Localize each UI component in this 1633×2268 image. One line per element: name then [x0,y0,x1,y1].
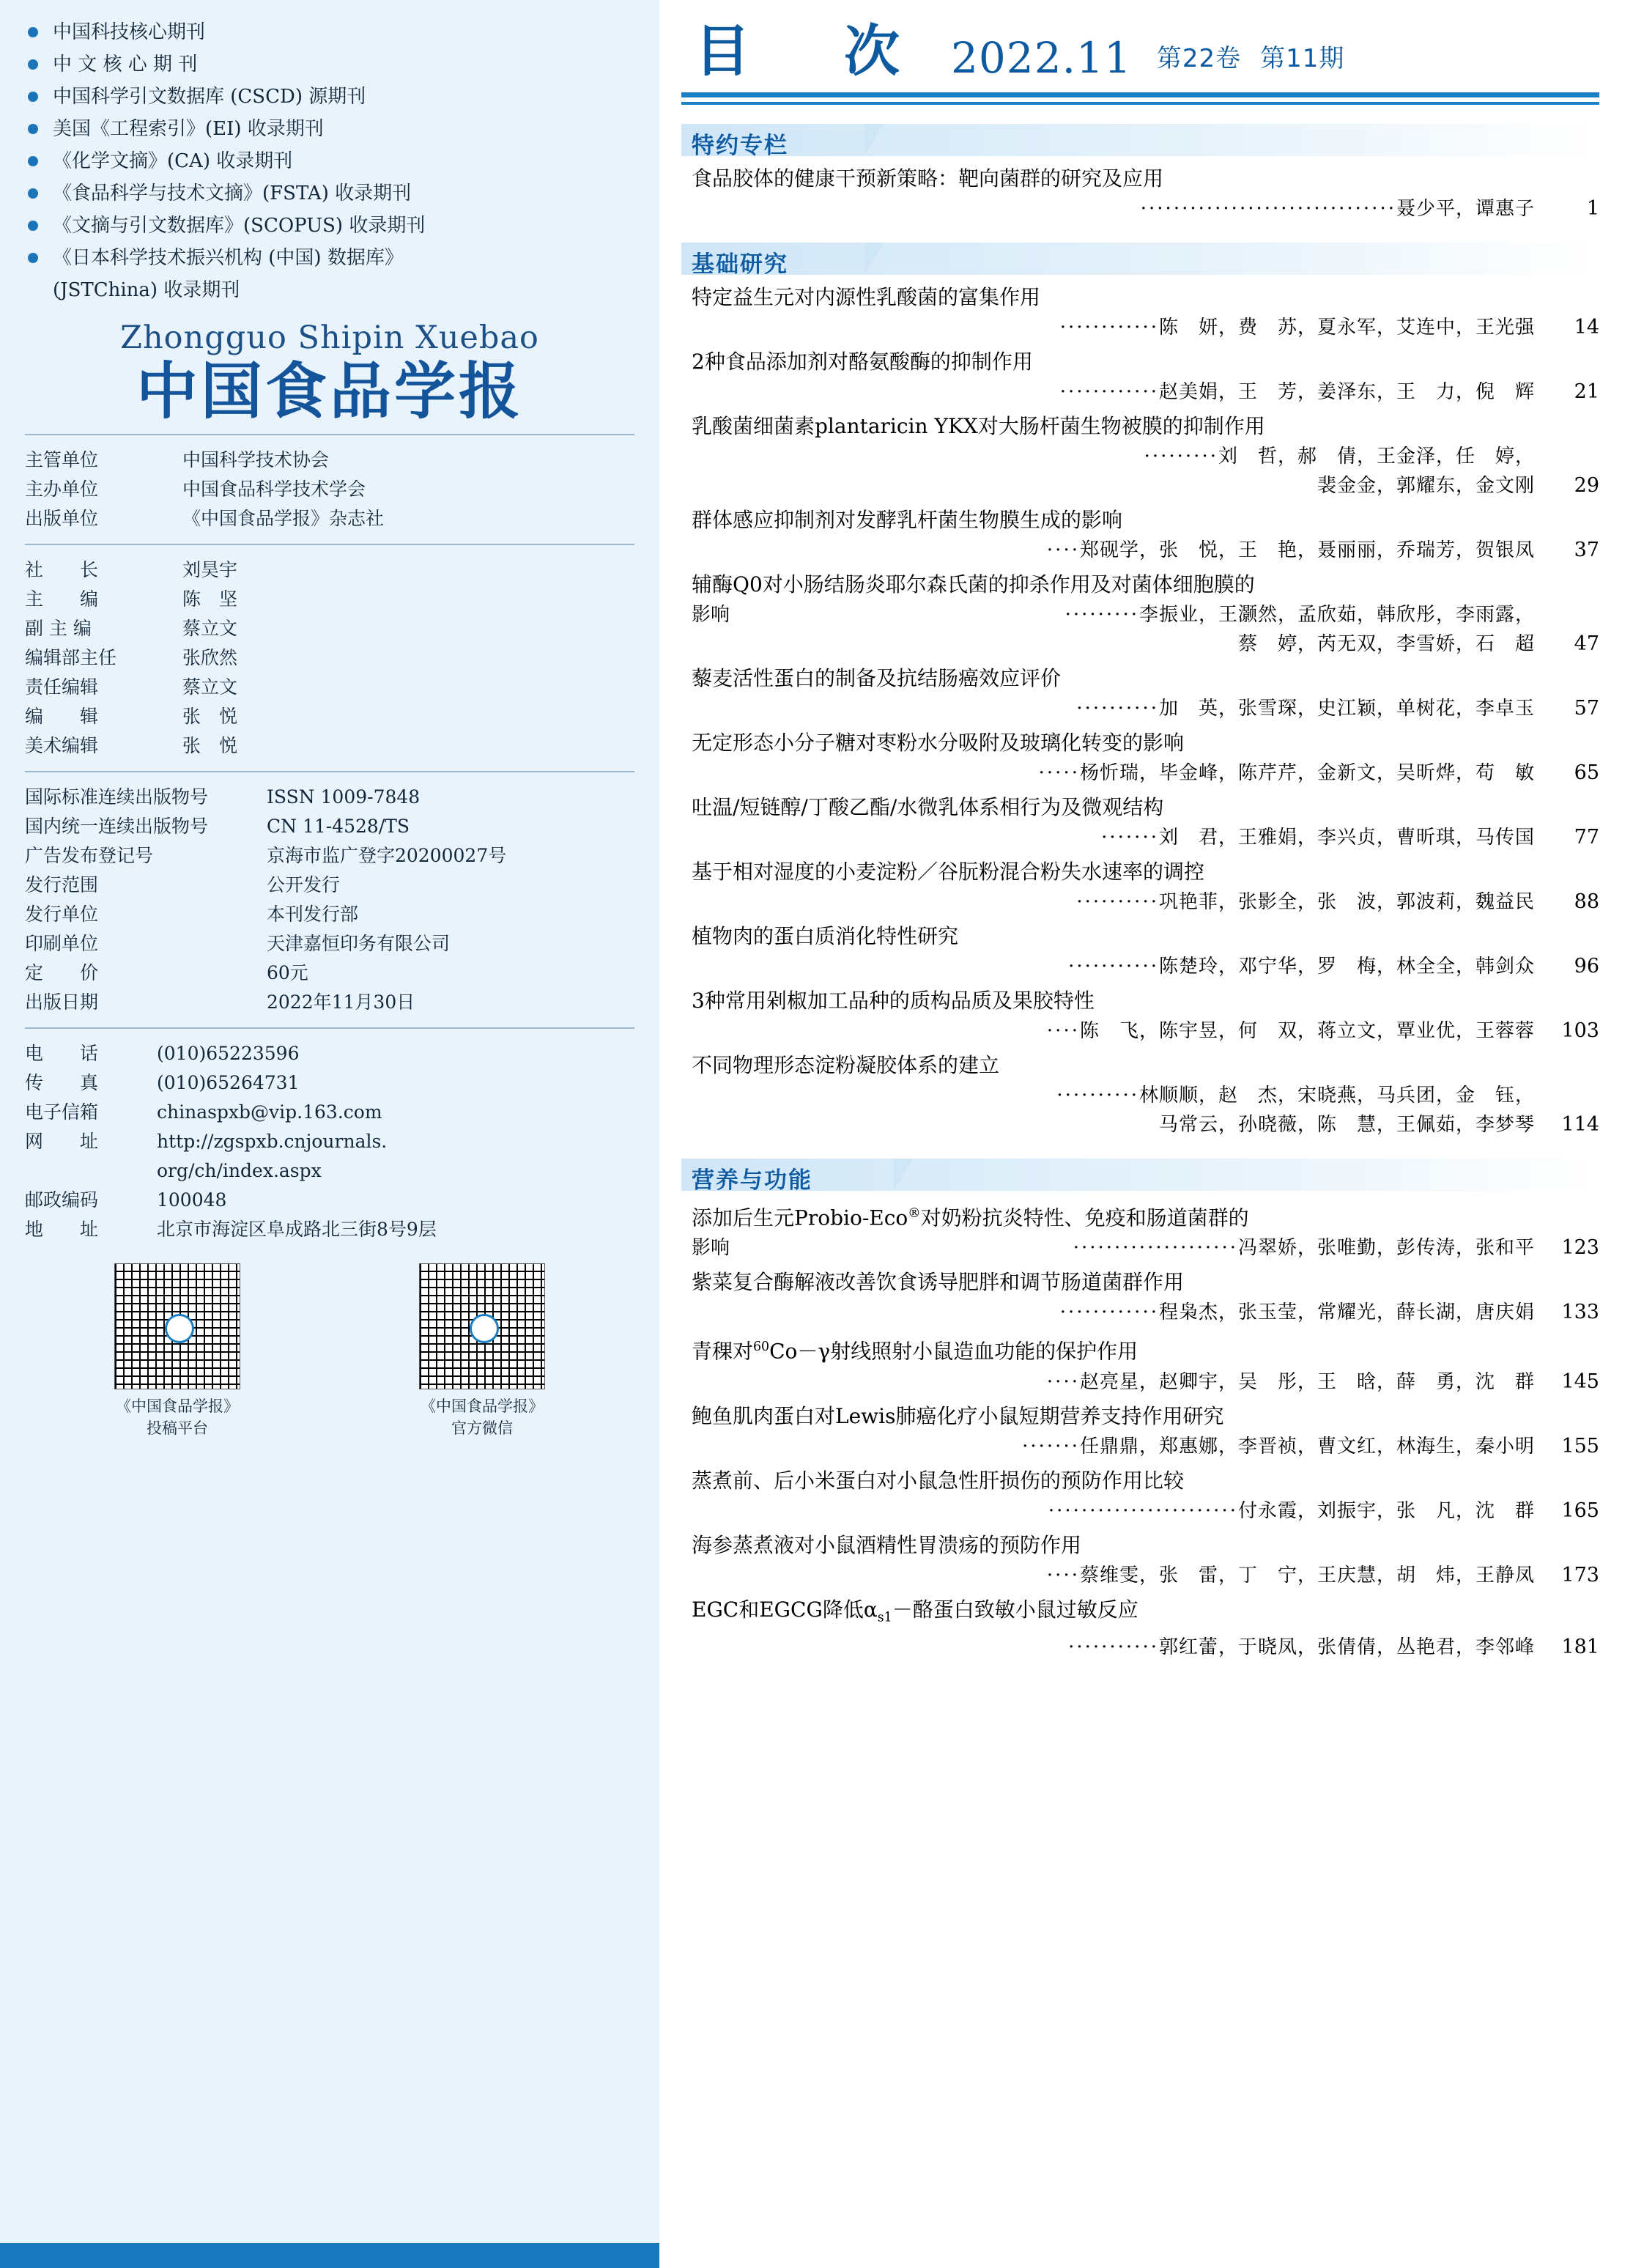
toc-entry-authors: ···········郭红蕾，于晓凤，张倩倩，丛艳君，李邻峰 [1068,1636,1535,1659]
toc-entry-title: 辅酶Q0对小肠结肠炎耶尔森氏菌的抑杀作用及对菌体细胞膜的 [692,572,1255,596]
contact-row [25,1068,634,1098]
staff-role: 副 主 编 [25,618,92,640]
contents-masthead [681,0,1599,84]
toc-entry-page: 29 [1574,474,1599,497]
issue-date: 2022.11 [951,33,1132,83]
pub-key: 发行单位 [25,904,99,926]
pub-row [25,988,634,1017]
toc-entry[interactable] [681,1530,1599,1590]
toc-entry[interactable] [681,663,1599,723]
list-item [25,177,634,210]
toc-entry-title: 鲍鱼肌肉蛋白对Lewis肺癌化疗小鼠短期营养支持作用研究 [692,1403,1224,1428]
contact-row-website [25,1127,634,1156]
toc-entry-page: 165 [1561,1499,1599,1522]
toc-entry-line [692,1016,1599,1046]
list-item [25,242,634,274]
list-item [25,145,634,177]
toc-entry-authors: ··········林顺顺，赵 杰，宋晓燕，马兵团，金 钰， [1056,1085,1535,1107]
toc-entry-title: 乳酸菌细菌素plantaricin YKX对大肠杆菌生物被膜的抑制作用 [692,414,1265,438]
subscript: s1 [877,1610,892,1625]
pub-value: 公开发行 [267,874,341,896]
section-band [681,124,1599,156]
toc-entry-authors: ·····杨忻瑞，毕金峰，陈芹芹，金新文，吴昕烨，苟 敏 [1038,762,1535,784]
staff-role: 社 长 [25,559,99,581]
divider [25,1027,634,1029]
staff-row [25,555,634,585]
toc-entry-line [692,1298,1599,1327]
bullet-icon [28,59,38,70]
toc-entry-line [692,536,1599,565]
list-item [25,16,634,48]
toc-entry-authors: ·······················付永霞，刘振宇，张 凡，沈 群 [1048,1499,1535,1522]
journal-info-panel [0,0,659,2268]
info-key: 主办单位 [25,479,99,500]
toc-entry-line [692,1633,1599,1662]
toc-entry-title: 不同物理形态淀粉凝胶体系的建立 [692,1053,1000,1077]
toc-entry-page: 133 [1561,1301,1599,1324]
title-part: 添加后生元Probio-Eco [692,1205,908,1230]
qr-caption-line2: 官方微信 [451,1419,513,1438]
toc-entry-page: 14 [1574,316,1599,339]
divider [681,102,1599,105]
list-item-continuation [25,274,634,306]
toc-entry-page: 96 [1574,955,1599,978]
title-part: 对奶粉抗炎特性、免疫和肠道菌群的 [920,1205,1249,1230]
website-value: http://zgspxb.cnjournals. [157,1131,388,1153]
toc-entry-page: 103 [1561,1019,1599,1042]
toc-entry-page: 114 [1561,1113,1599,1136]
toc-entry-line [692,952,1599,981]
indexing-label: 《化学文摘》(CA) 收录期刊 [53,150,293,172]
qr-submission [114,1263,240,1439]
staff-role: 编 辑 [25,706,99,728]
toc-entry-authors: ·······刘 君，王雅娟，李兴贞，曹昕琪，马传国 [1101,827,1535,849]
toc-entry-title: 海参蒸煮液对小鼠酒精性胃溃疡的预防作用 [692,1532,1082,1557]
contact-row [25,1039,634,1068]
divider [25,771,634,772]
indexing-list [25,16,634,306]
pub-key: 定 价 [25,962,99,984]
qr-caption-line2: 投稿平台 [147,1419,208,1438]
toc-entry-line [692,194,1599,224]
contact-row-email [25,1098,634,1127]
toc-entry-title: 食品胶体的健康干预新策略：靶向菌群的研究及应用 [692,166,1164,191]
toc-entry[interactable] [681,411,1599,500]
toc-entry-line [692,600,1599,629]
divider [25,544,634,545]
toc-entry-title [692,1595,1599,1633]
toc-entry[interactable] [681,921,1599,981]
toc-entry-page: 21 [1574,380,1599,403]
toc-entry-authors: ··········巩艳菲，张影全，张 波，郭波莉，魏益民 [1076,891,1535,913]
divider [25,434,634,435]
toc-entry-line [692,1233,1599,1263]
bullet-icon [28,27,38,37]
staff-role: 编辑部主任 [25,647,117,669]
toc-entry[interactable] [681,986,1599,1046]
toc-entry-authors: ····陈 飞，陈宇昱，何 双，蒋立文，覃业优，王蓉蓉 [1046,1020,1535,1042]
section-title: 基础研究 [692,251,788,278]
toc-entry-line [692,442,1599,471]
toc-entry-title-cont: 影响 [692,604,730,626]
staff-row [25,643,634,673]
pub-key: 出版日期 [25,991,99,1013]
toc-entry-authors-cont: 马常云，孙晓薇，陈 慧，王佩茹，李梦琴 [1158,1114,1535,1136]
staff-name: 蔡立文 [182,676,238,698]
section-header-special-column [681,124,1599,159]
info-value: 中国科学技术协会 [182,449,330,471]
staff-row [25,585,634,614]
toc-entry-line [692,1561,1599,1590]
contents-panel [659,0,1633,2268]
toc-entry-title: 吐温/短链醇/丁酸乙酯/水微乳体系相行为及微观结构 [692,795,1164,819]
website-value-cont: org/ch/index.aspx [157,1160,322,1182]
pub-key: 发行范围 [25,874,99,896]
toc-entry-line [692,629,1599,659]
toc-entry-line [692,1367,1599,1397]
contact-row [25,1215,634,1244]
pub-value: ISSN 1009-7848 [267,786,421,808]
pub-row [25,841,634,871]
toc-entry-page: 77 [1574,826,1599,849]
pinyin-title: Zhongguo Shipin Xuebao [120,319,539,356]
indexing-label: 中国科学引文数据库 (CSCD) 源期刊 [53,86,366,108]
section-band-tip [864,243,884,275]
staff-name: 刘昊宇 [182,559,238,581]
toc-entry-authors: ····················冯翠娇，张唯勤，彭传涛，张和平 [1073,1237,1535,1260]
staff-row [25,673,634,702]
contact-value: (010)65264731 [157,1072,300,1094]
toc-entry-authors: ····赵亮星，赵卿宇，吴 彤，王 晗，薛 勇，沈 群 [1046,1370,1535,1393]
toc-entry-line [692,377,1599,407]
toc-entry-page: 88 [1574,890,1599,913]
pub-row [25,929,634,958]
staff-name: 张 悦 [182,706,238,728]
pub-row [25,900,634,929]
pub-key: 广告发布登记号 [25,845,154,867]
qr-caption-line1: 《中国食品学报》 [116,1397,239,1416]
pub-row [25,812,634,841]
section-band [681,243,1599,275]
indexing-label: 美国《工程索引》(EI) 收录期刊 [53,118,324,140]
info-row [25,504,634,533]
bottom-accent-bar [0,2243,659,2268]
toc-entry-authors: ············赵美娟，王 芳，姜泽东，王 力，倪 辉 [1059,381,1535,403]
toc-entry-page: 181 [1561,1636,1599,1659]
bullet-icon [28,124,38,134]
toc-entry-page: 37 [1574,539,1599,561]
toc-entry-line [692,823,1599,852]
section-band [681,1159,1599,1191]
pub-key: 国际标准连续出版物号 [25,786,209,808]
title-part: EGC和EGCG降低α [692,1597,878,1622]
toc-entry-authors: ············程枭杰，张玉莹，常耀光，薛长湖，唐庆娟 [1059,1301,1535,1324]
qr-code-icon [419,1263,545,1389]
toc-entry[interactable] [681,1267,1599,1327]
list-item [25,210,634,242]
section-band-tip [894,1159,913,1191]
toc-entry-authors: ·········刘 哲，郝 倩，王金泽，任 婷， [1144,446,1535,468]
staff-name: 陈 坚 [182,588,238,610]
divider [681,92,1599,97]
info-value: 《中国食品学报》杂志社 [182,508,385,530]
info-row [25,446,634,475]
list-item [25,81,634,113]
toc-entry-authors: ············陈 妍，费 苏，夏永军，艾连中，王光强 [1059,317,1535,339]
toc-entry[interactable] [681,1466,1599,1526]
toc-entry-title: 植物肉的蛋白质消化特性研究 [692,924,959,948]
toc-entry-line [692,758,1599,788]
indexing-label: 中 文 核 心 期 刊 [53,53,198,75]
toc-entry[interactable] [681,1050,1599,1139]
toc-entry-line [692,887,1599,917]
contact-value: (010)65223596 [157,1043,300,1065]
email-value: chinaspxb@vip.163.com [157,1101,382,1123]
section-title: 营养与功能 [692,1167,812,1194]
info-value: 中国食品科学技术学会 [182,479,366,500]
toc-entry-line [692,1496,1599,1526]
toc-entry-page: 65 [1574,761,1599,784]
toc-entry[interactable] [681,857,1599,917]
list-item [25,48,634,81]
toc-entry[interactable] [681,1401,1599,1461]
indexing-label: 中国科技核心期刊 [53,21,206,43]
toc-entry-page: 123 [1561,1236,1599,1260]
toc-entry-authors-cont: 裴金金，郭耀东，金文刚 [1317,475,1535,497]
toc-entry-title: 蒸煮前、后小米蛋白对小鼠急性肝损伤的预防作用比较 [692,1468,1185,1493]
toc-entry-title: 群体感应抑制剂对发酵乳杆菌生物膜生成的影响 [692,508,1123,532]
pub-value: 本刊发行部 [267,904,359,926]
contact-key: 电子信箱 [25,1101,99,1123]
toc-entry-title: 藜麦活性蛋白的制备及抗结肠癌效应评价 [692,666,1062,690]
toc-entry[interactable] [681,792,1599,852]
info-key: 出版单位 [25,508,99,530]
title-part: Co－γ射线照射小鼠造血功能的保护作用 [769,1339,1138,1364]
toc-entry-title: 2种食品添加剂对酪氨酸酶的抑制作用 [692,350,1033,374]
qr-code-icon [114,1263,240,1389]
toc-entry-page: 145 [1561,1370,1599,1393]
pub-row [25,958,634,988]
toc-entry-page: 47 [1574,632,1599,655]
section-title: 特约专栏 [692,133,788,159]
toc-entry[interactable] [681,505,1599,565]
section-header-nutrition-function [681,1159,1599,1194]
toc-entry-title: 基于相对湿度的小麦淀粉／谷朊粉混合粉失水速率的调控 [692,860,1205,884]
contact-key: 地 址 [25,1219,99,1241]
staff-name: 张 悦 [182,735,238,757]
toc-entry-title [692,1198,1599,1233]
toc-entry-authors: ·······任鼎鼎，郑惠娜，李晋祯，曹文红，林海生，秦小明 [1022,1435,1535,1458]
contact-key: 邮政编码 [25,1189,99,1211]
pub-value: 2022年11月30日 [267,991,415,1013]
toc-entry-authors: ·······························聂少平，谭惠子 [1140,198,1535,220]
toc-entry[interactable] [681,163,1599,224]
website-continuation [25,1156,634,1186]
qr-code-row [25,1263,634,1439]
toc-entry-line [692,1110,1599,1139]
bullet-icon [28,188,38,199]
title-part: 青稞对 [692,1339,754,1364]
contact-row [25,1186,634,1215]
staff-role: 责任编辑 [25,676,99,698]
contact-key: 电 话 [25,1043,99,1065]
info-row [25,475,634,504]
bullet-icon [28,156,38,166]
toc-entry-page: 155 [1561,1434,1599,1458]
qr-caption-line1: 《中国食品学报》 [421,1397,544,1416]
staff-role: 主 编 [25,588,99,610]
pub-value: 京海市监广登字20200027号 [267,845,507,867]
toc-entry-page: 173 [1561,1563,1599,1587]
staff-row [25,702,634,731]
toc-entry-line [692,313,1599,342]
indexing-label: (JSTChina) 收录期刊 [53,279,240,301]
toc-entry-authors: ····郑砚学，张 悦，王 艳，聂丽丽，乔瑞芳，贺银凤 [1046,539,1535,561]
list-item [25,113,634,145]
volume-label: 第22卷 [1156,44,1242,73]
toc-entry-authors: ····蔡维雯，张 雷，丁 宁，王庆慧，胡 炜，王静凤 [1046,1564,1535,1587]
qr-caption [114,1395,240,1439]
staff-row [25,731,634,761]
isotope-superscript: 60 [753,1340,770,1355]
bullet-icon [28,221,38,231]
contact-key: 传 真 [25,1072,99,1094]
toc-entry-title: 特定益生元对内源性乳酸菌的富集作用 [692,285,1041,309]
pub-row [25,871,634,900]
toc-entry[interactable] [681,728,1599,788]
spacer [25,1156,157,1186]
indexing-label: 《食品科学与技术文摘》(FSTA) 收录期刊 [53,182,412,204]
toc-entry[interactable] [681,1595,1599,1663]
toc-entry-title: 无定形态小分子糖对枣粉水分吸附及玻璃化转变的影响 [692,731,1185,755]
toc-entry-authors: ···········陈楚玲，邓宁华，罗 梅，林全全，韩剑众 [1068,956,1535,978]
toc-entry-page: 1 [1586,197,1599,220]
qr-wechat [419,1263,545,1439]
toc-entry[interactable] [681,1198,1599,1263]
pub-value: 天津嘉恒印务有限公司 [267,933,451,955]
qr-caption [419,1395,545,1439]
registered-mark: ® [908,1206,921,1221]
toc-entry-authors-cont: 蔡 婷，芮无双，李雪娇，石 超 [1237,633,1535,655]
toc-entry-title [692,1331,1599,1367]
toc-entry-authors: ··········加 英，张雪琛，史江颖，单树花，李卓玉 [1076,698,1535,720]
staff-role: 美术编辑 [25,735,99,757]
staff-name: 张欣然 [182,647,238,669]
pub-key: 国内统一连续出版物号 [25,816,209,838]
toc-entry[interactable] [681,1331,1599,1396]
toc-entry-title-cont: 影响 [692,1237,730,1260]
contact-value: 北京市海淀区阜成路北三街8号9层 [157,1219,437,1241]
journal-title: 中国食品学报 [136,355,523,427]
issue-label: 第11期 [1260,44,1345,73]
contact-key: 网 址 [25,1131,99,1153]
pub-value: 60元 [267,962,308,984]
pub-row [25,783,634,812]
toc-entry-line [692,1432,1599,1461]
toc-entry-authors: ·········李振业，王灏然，孟欣茹，韩欣彤，李雨露， [1064,604,1535,626]
pub-value: CN 11-4528/TS [267,816,410,838]
toc-entry[interactable] [681,347,1599,407]
section-band-tip [864,124,884,156]
toc-entry-line [692,694,1599,723]
indexing-label: 《日本科学技术振兴机构 (中国) 数据库》 [53,247,404,269]
toc-entry[interactable] [681,569,1599,659]
title-part: －酪蛋白致敏小鼠过敏反应 [892,1597,1138,1622]
indexing-label: 《文摘与引文数据库》(SCOPUS) 收录期刊 [53,215,426,237]
staff-row [25,614,634,643]
contact-value: 100048 [157,1189,227,1211]
section-header-basic-research [681,243,1599,278]
pub-key: 印刷单位 [25,933,99,955]
toc-entry-line [692,1081,1599,1110]
toc-entry-title: 3种常用剁椒加工品种的质构品质及果胶特性 [692,989,1095,1013]
bullet-icon [28,92,38,102]
info-key: 主管单位 [25,449,99,471]
toc-entry[interactable] [681,282,1599,342]
toc-entry-title: 紫菜复合酶解液改善饮食诱导肥胖和调节肠道菌群作用 [692,1270,1185,1295]
bullet-icon [28,253,38,263]
toc-entry-page: 57 [1574,697,1599,720]
page-title: 目 次 [695,18,919,84]
staff-name: 蔡立文 [182,618,238,640]
toc-entry-line [692,471,1599,500]
